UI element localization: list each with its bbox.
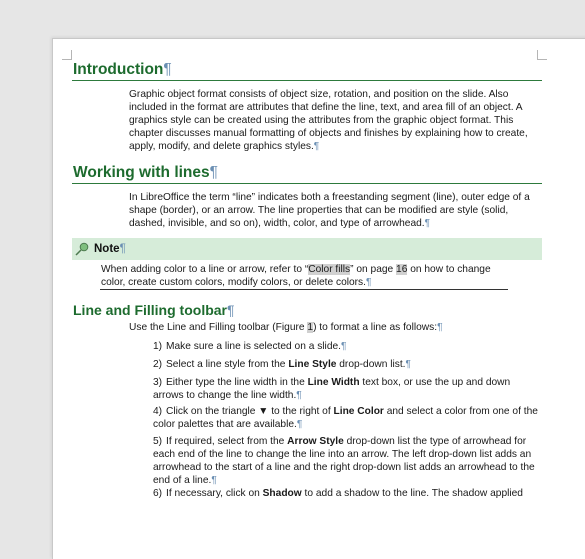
heading-working-with-lines[interactable]: Working with lines¶ [73, 164, 218, 181]
color-fills-link[interactable]: Color fills [308, 264, 351, 275]
margin-mark-top-left-h [62, 59, 72, 60]
note-title: Note¶ [94, 243, 126, 255]
note-bottom-rule [100, 289, 508, 290]
list-item[interactable]: 5) If required, select from the Arrow Style drop-down list the type of arrowhead for each end of the line to change the line into an arrow. The left drop-down list adds an arrowhead to the start of a line and the right drop-down list adds an arrowhead to the end of a line.¶ [153, 436, 535, 486]
list-item[interactable]: 1) Make sure a line is selected on a slide.¶ [153, 341, 347, 352]
heading-line-filling-toolbar[interactable]: Line and Filling toolbar¶ [73, 302, 235, 318]
lines-paragraph[interactable]: In LibreOffice the term “line” indicates both a freestanding segment (line), outer edge of a shape (border), or an arrow. The line properties that can be modified are style (solid, dashed, invisible, and so on), width, color, and type of arrowhead.¶ [129, 192, 530, 229]
heading-introduction[interactable]: Introduction¶ [73, 61, 172, 78]
pin-icon [74, 241, 90, 257]
margin-mark-top-right-h [537, 59, 547, 60]
heading-underline [72, 183, 542, 184]
intro-paragraph[interactable]: Graphic object format consists of object size, rotation, and position on the slide. Also included in the format are attributes that define the line, text, and area fill of an object. A graphics style can be created using the attributes from the graphic object format. This chapter discusses manual formatting of objects and finishes by explaining how to create, apply, modify, and delete graphics styles.¶ [129, 89, 528, 152]
note-text[interactable]: When adding color to a line or arrow, refer to “Color fills” on page 16 on how to change color, create custom colors, modify colors, or delete colors.¶ [101, 264, 491, 288]
toolbar-intro[interactable]: Use the Line and Filling toolbar (Figure 1) to format a line as follows:¶ [129, 322, 443, 333]
page-reference[interactable]: 16 [396, 264, 408, 275]
figure-reference[interactable]: 1 [307, 322, 314, 333]
list-item[interactable]: 3) Either type the line width in the Line Width text box, or use the up and down arrows to change the line width.¶ [153, 377, 511, 401]
heading-underline [72, 80, 542, 81]
list-item[interactable]: 6) If necessary, click on Shadow to add a shadow to the line. The shadow applied [153, 488, 523, 499]
list-item[interactable]: 2) Select a line style from the Line Style drop-down list.¶ [153, 359, 412, 370]
note-header-bar [72, 238, 542, 260]
list-item[interactable]: 4) Click on the triangle ▼ to the right of Line Color and select a color from one of the color palettes that are available.¶ [153, 406, 538, 430]
